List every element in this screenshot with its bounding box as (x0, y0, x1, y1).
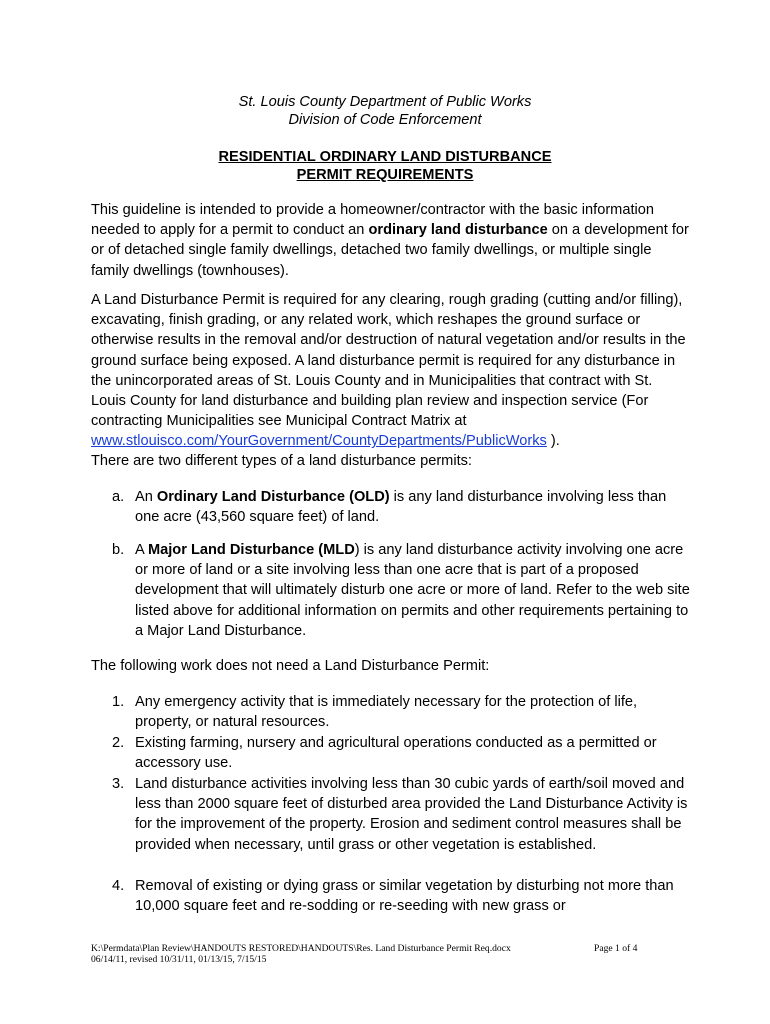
document-title-line-2: PERMIT REQUIREMENTS (296, 167, 474, 183)
list-marker: 4. (112, 878, 125, 894)
exemptions-intro: The following work does not need a Land Disturbance Permit: (91, 658, 490, 674)
list-marker: a. (112, 489, 125, 505)
list-text: A (135, 542, 148, 558)
list-text: An (135, 489, 157, 505)
requirement-text: A Land Disturbance Permit is required for any clearing, rough grading (cutting and/or filling), excavating, finish grading, or any related work, which reshapes the ground surface or otherwise results in the removal and/or destruction of natural vegetation and/or results in the ground surface being exposed. A land disturbance permit is required for any disturbance in the unincorporated areas of St. Louis County and in Municipalities that contract with St. Louis County for land disturbance and building plan review and inspection service (For contracting Municipalities see Municipal Contract Matrix at (91, 292, 686, 430)
footer-file-path: K:\Permdata\Plan Review\HANDOUTS RESTORED\HANDOUTS\Res. Land Disturbance Permit Req.docx (91, 943, 511, 954)
exemption-text: Existing farming, nursery and agricultural operations conducted as a permitted or accessory use. (135, 735, 657, 772)
list-marker: 1. (112, 694, 125, 710)
types-intro: There are two different types of a land disturbance permits: (91, 453, 472, 469)
mld-term: Major Land Disturbance (MLD (147, 542, 355, 558)
exemption-text: Land disturbance activities involving less than 30 cubic yards of earth/soil moved and less than 2000 square feet of disturbed area provided the Land Disturbance Activity is for the improvement of the property. Erosion and sediment control measures shall be provided when necessary, until grass or other vegetation is established. (135, 776, 688, 853)
list-text-end: ) is any land disturbance activity involving one acre or more of land or a site involving less than one acre that is part of a proposed development that will ultimately disturb one acre or more of land. Refer to the web site listed above for additional information on permits and other requirements pertaining to a Major Land Disturbance. (135, 542, 690, 639)
requirement-paragraph (91, 290, 691, 452)
list-marker: b. (112, 542, 125, 558)
department-name: St. Louis County Department of Public Works (238, 94, 532, 110)
list-marker: 3. (112, 776, 125, 792)
public-works-link[interactable]: www.stlouisco.com/YourGovernment/CountyDepartments/PublicWorks (91, 433, 547, 450)
exemption-text: Removal of existing or dying grass or similar vegetation by disturbing not more than 10,000 square feet and re-sodding or re-seeding with new grass or (135, 878, 674, 915)
footer-page-number: Page 1 of 4 (594, 943, 638, 954)
list-text-end: is any land disturbance involving less than one acre (43,560 square feet) of land. (135, 489, 667, 526)
requirement-text-end: ). (546, 433, 560, 450)
list-marker: 2. (112, 735, 125, 751)
old-term: Ordinary Land Disturbance (OLD) (156, 489, 390, 505)
exemption-text: Any emergency activity that is immediately necessary for the protection of life, property, or natural resources. (135, 694, 638, 731)
footer-revision-dates: 06/14/11, revised 10/31/11, 01/13/15, 7/15/15 (91, 954, 267, 965)
document-title-line-1: RESIDENTIAL ORDINARY LAND DISTURBANCE (218, 149, 552, 165)
division-name: Division of Code Enforcement (288, 112, 482, 128)
intro-bold-term: ordinary land disturbance (368, 222, 548, 239)
intro-text-end: on a development for or of detached single family dwellings, detached two family dwellings, or multiple single family dwellings (townhouses). (91, 222, 689, 279)
intro-paragraph (91, 200, 691, 281)
intro-text: This guideline is intended to provide a homeowner/contractor with the basic information needed to apply for a permit to conduct an (91, 202, 654, 239)
